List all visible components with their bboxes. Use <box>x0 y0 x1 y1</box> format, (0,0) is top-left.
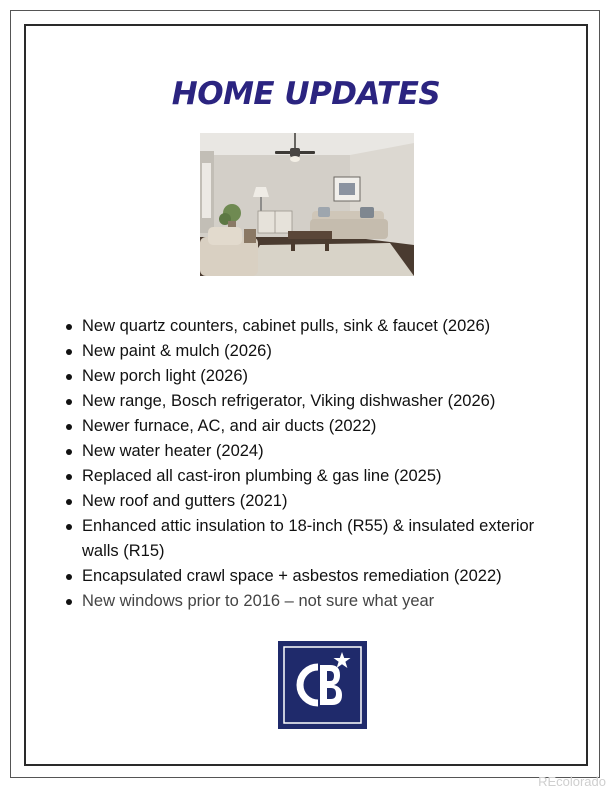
list-item: Enhanced attic insulation to 18-inch (R55) & insulated exterior walls (R15) <box>58 514 558 564</box>
updates-list <box>58 314 558 614</box>
coldwell-banker-logo <box>278 641 367 729</box>
list-item: Encapsulated crawl space + asbestos remediation (2022) <box>58 564 558 589</box>
living-room-photo <box>200 133 414 276</box>
list-item: New porch light (2026) <box>58 364 558 389</box>
list-item: New water heater (2024) <box>58 439 558 464</box>
list-item: New paint & mulch (2026) <box>58 339 558 364</box>
watermark: REcolorado <box>538 774 606 789</box>
list-item: Replaced all cast-iron plumbing & gas line (2025) <box>58 464 558 489</box>
list-item: New range, Bosch refrigerator, Viking dishwasher (2026) <box>58 389 558 414</box>
page-title: HOME UPDATES <box>171 76 441 112</box>
list-item: Newer furnace, AC, and air ducts (2022) <box>58 414 558 439</box>
list-item: New windows prior to 2016 – not sure what year <box>58 589 558 614</box>
list-item: New quartz counters, cabinet pulls, sink & faucet (2026) <box>58 314 558 339</box>
list-item: New roof and gutters (2021) <box>58 489 558 514</box>
